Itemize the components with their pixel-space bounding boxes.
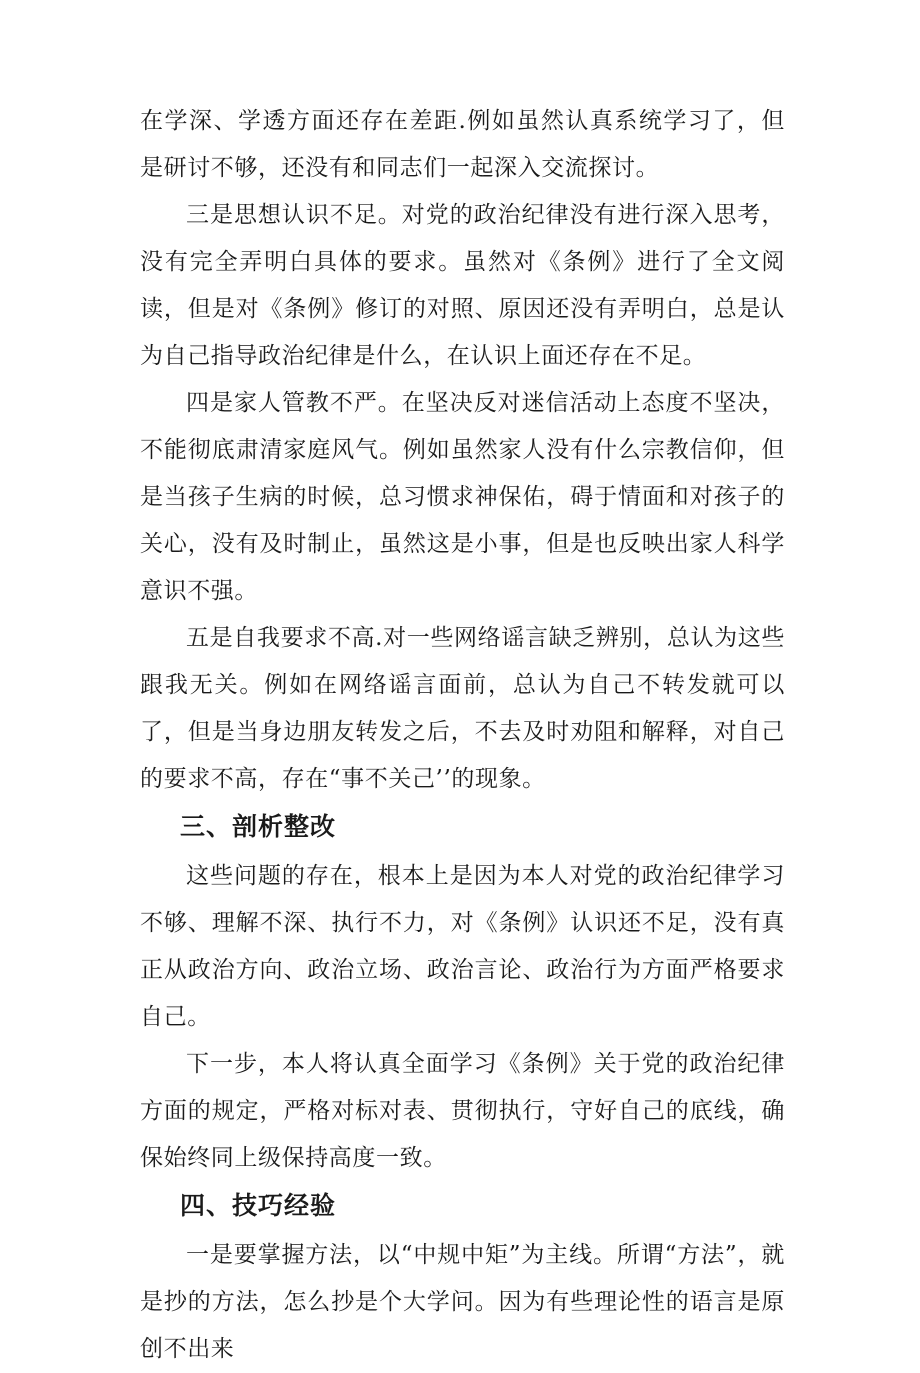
paragraph-next-step: 下一步，本人将认真全面学习《条例》关于党的政治纪律方面的规定，严格对标对表、贯彻执行，守好自己的底线，确保始终同上级保持高度一致。 xyxy=(140,1051,785,1171)
section-heading-experience: 四、技巧经验 xyxy=(180,1191,337,1220)
document-page xyxy=(140,98,785,1373)
paragraph-family-discipline: 四是家人管教不严。在坚决反对迷信活动上态度不坚决，不能彻底肃清家庭风气。例如虽然家人没有什么宗教信仰，但是当孩子生病的时候，总习惯求神保佑，碍于情面和对孩子的关心，没有及时制止，虽然这是小事，但是也反映出家人科学意识不强。 xyxy=(140,390,785,604)
paragraph-thinking-insufficient: 三是思想认识不足。对党的政治纪律没有进行深入思考，没有完全弄明白具体的要求。虽然对《条例》进行了全文阅读，但是对《条例》修订的对照、原因还没有弄明白，总是认为自己指导政治纪律是什么，在认识上面还存在不足。 xyxy=(140,202,785,369)
section-heading-rectification: 三、剖析整改 xyxy=(180,812,337,841)
paragraph-root-cause: 这些问题的存在，根本上是因为本人对党的政治纪律学习不够、理解不深、执行不力，对《条例》认识还不足，没有真正从政治方向、政治立场、政治言论、政治行为方面严格要求自己。 xyxy=(140,863,785,1030)
paragraph-method: 一是要掌握方法，以“中规中矩”为主线。所谓“方法”，就是抄的方法，怎么抄是个大学问。因为有些理论性的语言是原创不出来 xyxy=(140,1242,785,1362)
paragraph-self-requirement: 五是自我要求不高.对一些网络谣言缺乏辨别，总认为这些跟我无关。例如在网络谣言面前，总认为自己不转发就可以了，但是当身边朋友转发之后，不去及时劝阻和解释，对自己的要求不高，存在“事不关己’’的现象。 xyxy=(140,625,785,792)
paragraph-continuation: 在学深、学透方面还存在差距.例如虽然认真系统学习了，但是研讨不够，还没有和同志们一起深入交流探讨。 xyxy=(140,108,785,181)
